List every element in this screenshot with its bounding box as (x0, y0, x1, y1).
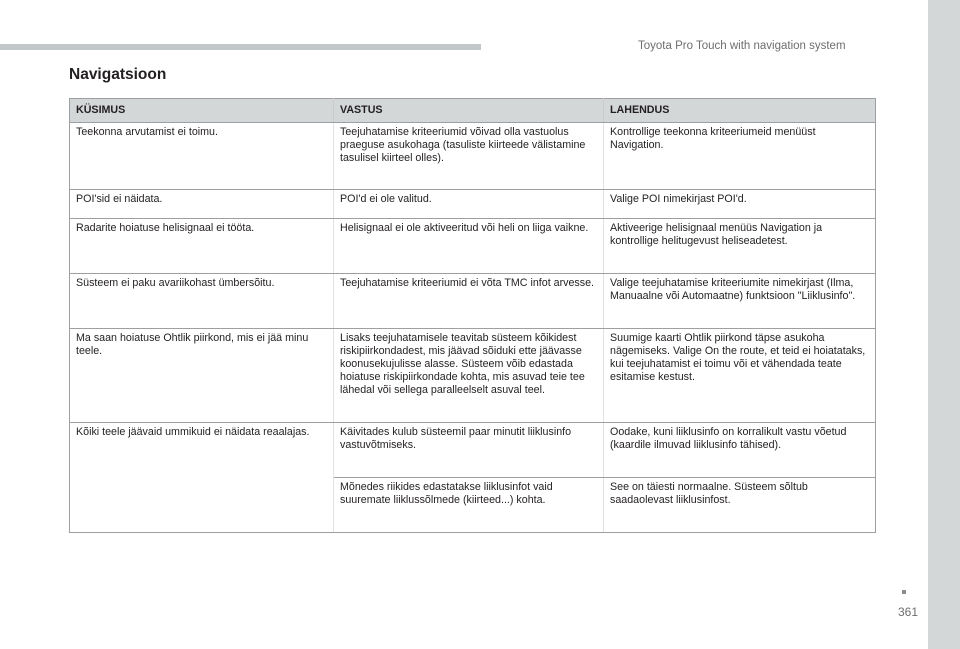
table-row (70, 274, 876, 329)
answer-cell: Teejuhatamise kriteeriumid võivad olla vastuolus praeguse asukohaga (tasuliste kiirteede välistamine tasulisel kiirteel olles). (334, 123, 604, 190)
answer-cell: Mõnedes riikides edastatakse liiklusinfot vaid suuremate liiklussõlmede (kiirteed...) kohta. (334, 478, 604, 533)
question-cell: Teekonna arvutamist ei toimu. (70, 123, 334, 190)
column-header-answer: VASTUS (334, 99, 604, 123)
solution-cell: Suumige kaarti Ohtlik piirkond täpse asukoha nägemiseks. Valige On the route, et teid ei hoiatataks, kui teejuhatamist ei toimu või et vähendada teate esitamise kestust. (604, 329, 876, 423)
page-number: 361 (898, 605, 919, 619)
troubleshooting-table (69, 98, 876, 533)
table-row (70, 123, 876, 190)
question-cell: POI'sid ei näidata. (70, 190, 334, 219)
column-header-solution: LAHENDUS (604, 99, 876, 123)
section-title: Navigatsioon (69, 66, 167, 83)
question-cell: Kõiki teele jäävaid ummikuid ei näidata reaalajas. (70, 423, 334, 533)
table-row (70, 219, 876, 274)
page-edge-strip (928, 0, 960, 649)
question-cell: Süsteem ei paku avariikohast ümbersõitu. (70, 274, 334, 329)
solution-cell: Aktiveerige helisignaal menüüs Navigation ja kontrollige helitugevust heliseadetest. (604, 219, 876, 274)
answer-cell: POI'd ei ole valitud. (334, 190, 604, 219)
page-marker (902, 590, 906, 594)
solution-cell: Valige POI nimekirjast POI'd. (604, 190, 876, 219)
answer-cell: Lisaks teejuhatamisele teavitab süsteem kõikidest riskipiirkondadest, mis jäävad sõiduki ette jäävasse koonusekujulisse alasse. Süsteem võib edastada hoiatuse riskipiirkondade kohta, mis asuvad teie tee lähedal või sellega paralleelselt asuval teel. (334, 329, 604, 423)
table-header-row (70, 99, 876, 123)
table-row (70, 190, 876, 219)
solution-cell: See on täiesti normaalne. Süsteem sõltub saadaolevast liiklusinfost. (604, 478, 876, 533)
answer-cell: Helisignaal ei ole aktiveeritud või heli on liiga vaikne. (334, 219, 604, 274)
column-header-question: KÜSIMUS (70, 99, 334, 123)
solution-cell: Valige teejuhatamise kriteeriumite nimekirjast (Ilma, Manuaalne või Automaatne) funktsioon "Liiklusinfo". (604, 274, 876, 329)
question-cell: Ma saan hoiatuse Ohtlik piirkond, mis ei jää minu teele. (70, 329, 334, 423)
answer-cell: Käivitades kulub süsteemil paar minutit liiklusinfo vastuvõtmiseks. (334, 423, 604, 478)
solution-cell: Kontrollige teekonna kriteeriumeid menüüst Navigation. (604, 123, 876, 190)
header-rule (0, 44, 481, 50)
table-row (70, 329, 876, 423)
solution-cell: Oodake, kuni liiklusinfo on korralikult vastu võetud (kaardile ilmuvad liiklusinfo tähised). (604, 423, 876, 478)
manual-title: Toyota Pro Touch with navigation system (638, 40, 846, 52)
question-cell: Radarite hoiatuse helisignaal ei tööta. (70, 219, 334, 274)
table-row (70, 423, 876, 478)
answer-cell: Teejuhatamise kriteeriumid ei võta TMC infot arvesse. (334, 274, 604, 329)
